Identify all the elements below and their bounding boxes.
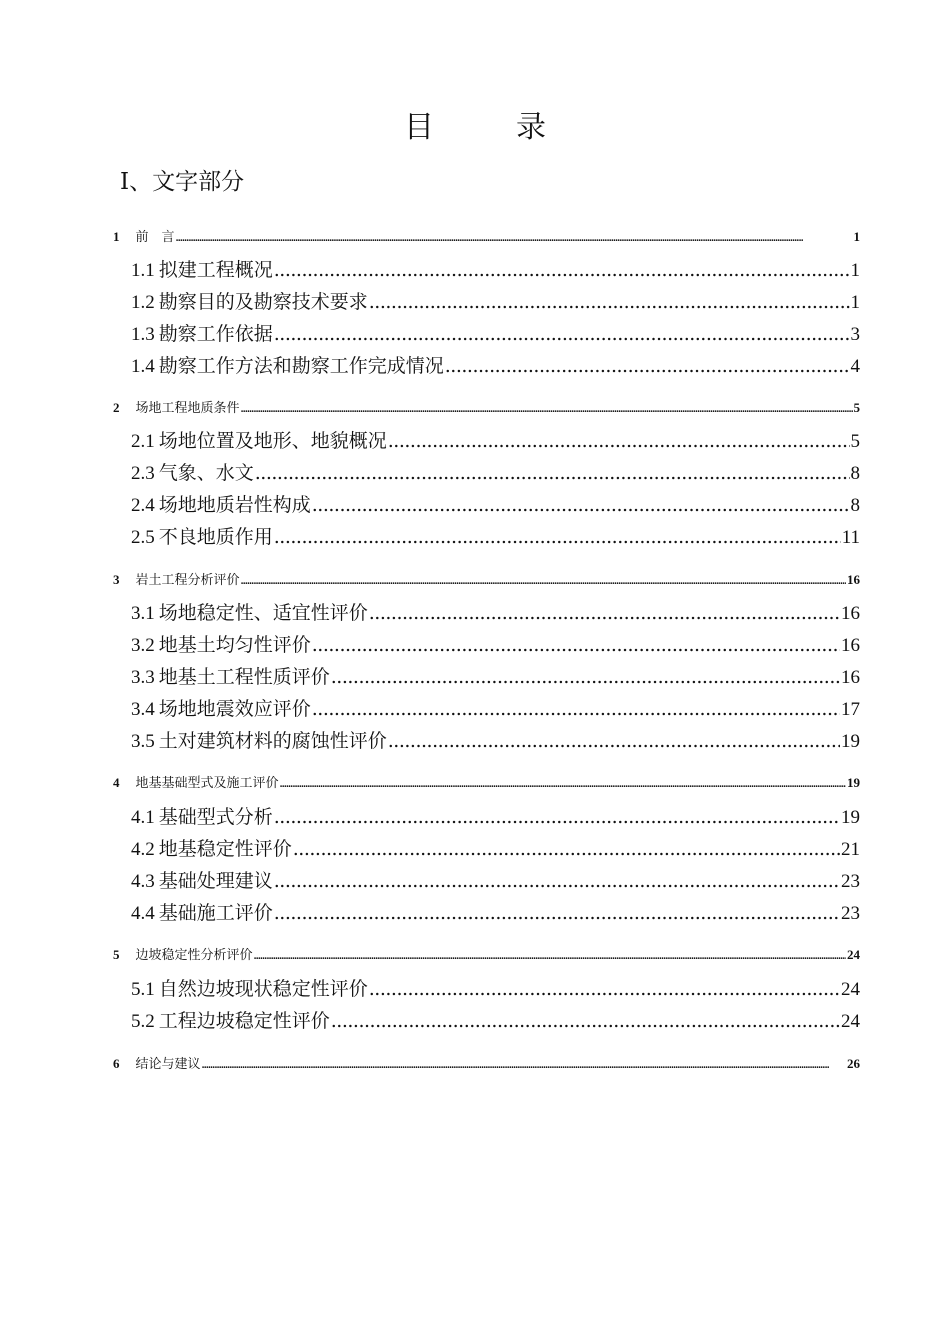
- toc-page-number: 1: [850, 260, 860, 281]
- toc-entry-number: 3.1: [131, 603, 155, 624]
- toc-page-number: 19: [847, 775, 860, 790]
- toc-entry-number: 5: [113, 947, 120, 962]
- toc-dot-leader: [254, 950, 846, 964]
- toc-entry-number: 2.4: [131, 495, 155, 516]
- toc-page-number: 24: [847, 947, 860, 962]
- toc-section-entry[interactable]: [131, 804, 860, 830]
- toc-entry-title: 勘察工作依据: [158, 323, 273, 345]
- toc-dot-leader: [369, 289, 850, 315]
- toc-dot-leader: [241, 575, 846, 589]
- toc-entry-title: 结论与建议: [135, 1057, 201, 1072]
- toc-entry-title: 拟建工程概况: [158, 259, 273, 281]
- toc-section-entry[interactable]: [131, 900, 860, 926]
- toc-page-number: 19: [841, 731, 860, 752]
- toc-entry-title: 地基土均匀性评价: [158, 634, 311, 656]
- toc-dot-leader: [312, 492, 850, 518]
- toc-entry-number: 4.1: [131, 807, 155, 828]
- toc-entry-number: 5.2: [131, 1011, 155, 1032]
- toc-page-number: 17: [841, 699, 860, 720]
- toc-section-entry[interactable]: [131, 460, 860, 486]
- toc-page-number: 16: [841, 603, 860, 624]
- toc-page-number: 5: [850, 431, 860, 452]
- toc-entry-number: 4: [113, 775, 120, 790]
- toc-page-number: 8: [850, 463, 860, 484]
- toc-entry-number: 2.5: [131, 527, 155, 548]
- toc-dot-leader: [369, 600, 840, 626]
- toc-section-entry[interactable]: [131, 321, 860, 347]
- toc-page-number: 19: [841, 807, 860, 828]
- toc-entry-title: 边坡稳定性分析评价: [135, 948, 253, 963]
- toc-section-entry[interactable]: [131, 492, 860, 518]
- toc-dot-leader: [312, 696, 840, 722]
- toc-page-number: 4: [850, 356, 860, 377]
- toc-page-number: 5: [853, 400, 860, 415]
- toc-chapter-entry[interactable]: [113, 774, 860, 792]
- toc-section-entry[interactable]: [131, 728, 860, 754]
- toc-dot-leader: [331, 1008, 840, 1034]
- toc-dot-leader: [255, 460, 850, 486]
- toc-page-number: 3: [850, 324, 860, 345]
- toc-dot-leader: [293, 836, 840, 862]
- toc-page-number: 8: [850, 495, 860, 516]
- toc-entry-title: 土对建筑材料的腐蚀性评价: [158, 730, 387, 752]
- toc-dot-leader: [331, 664, 840, 690]
- toc-entry-title: 场地地质岩性构成: [158, 494, 311, 516]
- toc-section-entry[interactable]: [131, 696, 860, 722]
- toc-section-entry[interactable]: [131, 524, 860, 550]
- toc-chapter-entry[interactable]: [113, 946, 860, 964]
- toc-entry-number: 2.1: [131, 431, 155, 452]
- toc-page-number: 24: [841, 979, 860, 1000]
- toc-page-number: 16: [841, 635, 860, 656]
- toc-entry-title: 勘察目的及勘察技术要求: [158, 291, 368, 313]
- toc-dot-leader: [274, 524, 841, 550]
- toc-entry-number: 3.5: [131, 731, 155, 752]
- toc-page-number: 11: [841, 527, 860, 548]
- toc-entry-number: 1.2: [131, 292, 155, 313]
- toc-section-entry[interactable]: [131, 664, 860, 690]
- toc-entry-title: 岩土工程分析评价: [135, 573, 240, 588]
- toc-dot-leader: [274, 868, 840, 894]
- toc-entry-number: 4.4: [131, 903, 155, 924]
- toc-entry-number: 3.3: [131, 667, 155, 688]
- toc-chapter-entry[interactable]: [113, 571, 860, 589]
- toc-page-number: 1: [850, 292, 860, 313]
- toc-entry-title: 地基基础型式及施工评价: [135, 776, 279, 791]
- toc-section-entry[interactable]: [131, 353, 860, 379]
- toc-entry-number: 4.3: [131, 871, 155, 892]
- toc-entry-number: 3: [113, 572, 120, 587]
- toc-entry-title: 不良地质作用: [158, 526, 273, 548]
- toc-dot-leader: [176, 232, 853, 246]
- toc-chapter-entry[interactable]: [113, 399, 860, 417]
- toc-section-entry[interactable]: [131, 428, 860, 454]
- toc-dot-leader: [388, 728, 840, 754]
- toc-dot-leader: [280, 778, 846, 792]
- toc-entry-number: 2.3: [131, 463, 155, 484]
- toc-dot-leader: [369, 976, 840, 1002]
- toc-dot-leader: [274, 804, 840, 830]
- toc-entry-title: 勘察工作方法和勘察工作完成情况: [158, 355, 444, 377]
- toc-page-number: 16: [847, 572, 860, 587]
- toc-entry-title: 场地工程地质条件: [135, 401, 240, 416]
- toc-entry-title: 场地位置及地形、地貌概况: [158, 430, 387, 452]
- toc-entry-title: 基础施工评价: [158, 902, 273, 924]
- toc-entry-number: 5.1: [131, 979, 155, 1000]
- page-title: 目 录: [404, 110, 572, 145]
- toc-page-number: 26: [847, 1056, 860, 1071]
- toc-entry-title: 自然边坡现状稳定性评价: [158, 978, 368, 1000]
- toc-dot-leader: [274, 321, 850, 347]
- toc-entry-number: 1: [113, 229, 120, 244]
- toc-entry-number: 3.4: [131, 699, 155, 720]
- toc-entry-number: 1.1: [131, 260, 155, 281]
- toc-entry-title: 基础处理建议: [158, 870, 273, 892]
- toc-section-entry[interactable]: [131, 976, 860, 1002]
- toc-dot-leader: [202, 1059, 846, 1073]
- toc-entry-title: 气象、水文: [158, 462, 254, 484]
- toc-entry-number: 6: [113, 1056, 120, 1071]
- toc-entry-number: 3.2: [131, 635, 155, 656]
- toc-section-entry[interactable]: [131, 289, 860, 315]
- toc-page-number: 16: [841, 667, 860, 688]
- toc-entry-title: 前 言: [135, 230, 175, 245]
- toc-page-number: 1: [853, 229, 860, 244]
- toc-entry-title: 地基土工程性质评价: [158, 666, 330, 688]
- toc-section-entry[interactable]: [131, 868, 860, 894]
- toc-entry-title: 场地稳定性、适宜性评价: [158, 602, 368, 624]
- toc-chapter-entry[interactable]: [113, 1055, 860, 1073]
- toc-entry-number: 2: [113, 400, 120, 415]
- toc-page-number: 23: [841, 903, 860, 924]
- toc-page-number: 24: [841, 1011, 860, 1032]
- toc-entry-title: 地基稳定性评价: [158, 838, 292, 860]
- toc-section-entry[interactable]: [131, 257, 860, 283]
- toc-dot-leader: [312, 632, 840, 658]
- toc-dot-leader: [274, 900, 840, 926]
- toc-dot-leader: [241, 403, 853, 417]
- toc-entry-title: 基础型式分析: [158, 806, 273, 828]
- toc-entry-title: 工程边坡稳定性评价: [158, 1010, 330, 1032]
- toc-section-entry[interactable]: [131, 836, 860, 862]
- toc-section-entry[interactable]: [131, 632, 860, 658]
- toc-section-entry[interactable]: [131, 1008, 860, 1034]
- section-heading: Ⅰ、文字部分: [120, 169, 245, 195]
- toc-entry-title: 场地地震效应评价: [158, 698, 311, 720]
- toc-page-number: 23: [841, 871, 860, 892]
- toc-entry-number: 1.3: [131, 324, 155, 345]
- toc-entry-number: 1.4: [131, 356, 155, 377]
- toc-dot-leader: [388, 428, 850, 454]
- toc-page-number: 21: [841, 839, 860, 860]
- toc-chapter-entry[interactable]: [113, 228, 860, 246]
- toc-entry-number: 4.2: [131, 839, 155, 860]
- toc-section-entry[interactable]: [131, 600, 860, 626]
- toc-dot-leader: [274, 257, 850, 283]
- toc-dot-leader: [445, 353, 850, 379]
